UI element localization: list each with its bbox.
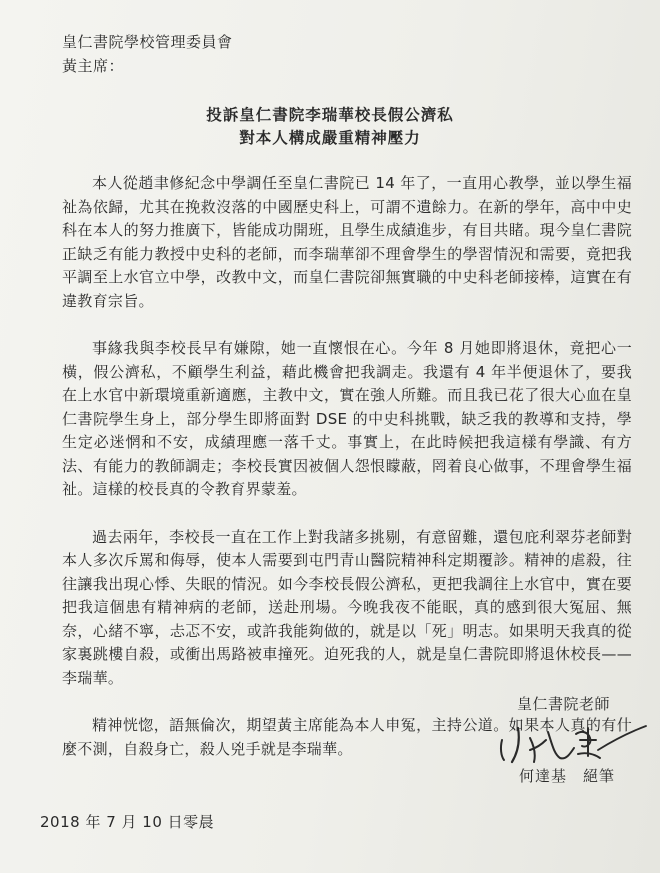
handwritten-signature bbox=[490, 710, 650, 770]
paragraph-2: 事緣我與李校長早有嫌隙，她一直懷恨在心。今年 8 月她即將退休，竟把心一橫，假公濟私，不顧學生利益，藉此機會把我調走。我還有 4 年半便退休了，要我在上水官中新環境重新適應，主教中文，實在強人所難。而且我已花了很大心血在皇仁書院學生身上，部分學生即將面對 DSE 的中史科挑戰，缺乏我的教導和支持，學生定必迷惘和不安，成績理應一落千丈。事實上，在此時候把我這樣有學識、有方法、有能力的教師調走；李校長實因被個人怨恨矇蔽，罔着良心做事，不理會學生福祉。這樣的校長真的令教育界蒙羞。 bbox=[62, 339, 632, 498]
chair-salutation: 黃主席： bbox=[62, 57, 125, 75]
signer-organization: 皇仁書院老師 bbox=[517, 695, 611, 713]
title-line-2: 對本人構成嚴重精神壓力 bbox=[239, 129, 421, 147]
paragraph-4: 精神恍惚，語無倫次，期望黃主席能為本人申冤，主持公道。如果本人真的有什麼不測，自殺身亡，殺人兇手就是李瑞華。 bbox=[62, 716, 632, 758]
letter-date: 2018 年 7 月 10 日零晨 bbox=[40, 813, 215, 831]
title-line-1: 投訴皇仁書院李瑞華校長假公濟私 bbox=[206, 106, 454, 124]
addressee-block bbox=[62, 30, 233, 78]
paragraph-1: 本人從趙聿修紀念中學調任至皇仁書院已 14 年了，一直用心教學，並以學生福祉為依歸，尤其在挽救沒落的中國歷史科上，可謂不遺餘力。在新的學年，高中中史科在本人的努力推廣下，皆能成功開班，且學生成績進步，有目共睹。現今皇仁書院正缺乏有能力教授中史科的老師，而李瑞華卻不理會學生的學習情況和需要，竟把我平調至上水官立中學，改教中文，而皇仁書院卻無實職的中史科老師接棒，這實在有違教育宗旨。 bbox=[62, 174, 632, 310]
letter-title bbox=[0, 104, 660, 150]
paragraph-3: 過去兩年，李校長一直在工作上對我諸多挑剔，有意留難，還包庇利翠芬老師對本人多次斥罵和侮辱，使本人需要到屯門青山醫院精神科定期覆診。精神的虐殺，往往讓我出現心悸、失眠的情況。如今李校長假公濟私，更把我調往上水官中，實在要把我這個患有精神病的老師，送赴刑場。今晚我夜不能眠，真的感到很大冤屈、無奈，心緒不寧，忐忑不安，或許我能夠做的，就是以「死」明志。如果明天我真的從家裏跳樓自殺，或衝出馬路被車撞死。迫死我的人，就是皇仁書院即將退休校長——李瑞華。 bbox=[62, 527, 632, 687]
signer-name: 何達基 絕筆 bbox=[519, 767, 616, 785]
committee-name: 皇仁書院學校管理委員會 bbox=[62, 33, 233, 51]
